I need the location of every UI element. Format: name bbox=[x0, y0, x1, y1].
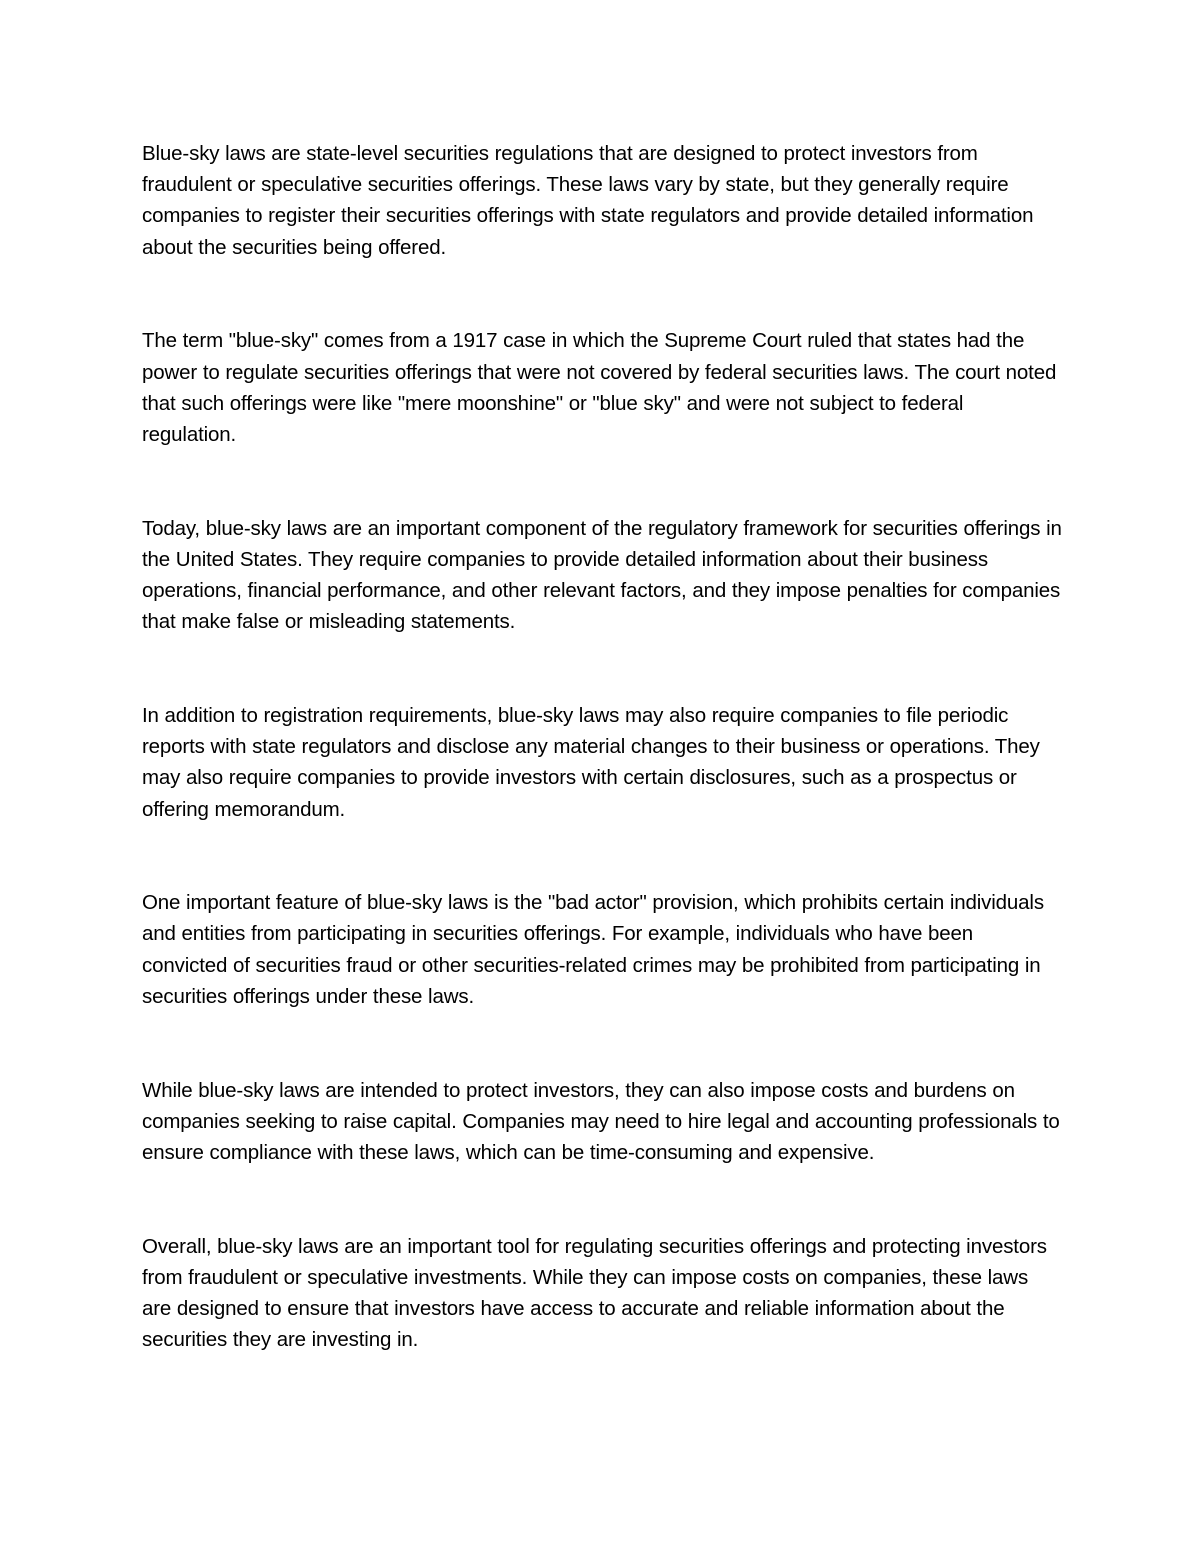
paragraph-3: Today, blue-sky laws are an important component of the regulatory framework for securities offerings in the United States. They require companies to provide detailed information about their business operations, financial performance, and other relevant factors, and they impose penalties for companies that make false or misleading statements. bbox=[142, 516, 1062, 634]
paragraph-5: One important feature of blue-sky laws is the "bad actor" provision, which prohibits certain individuals and entities from participating in securities offerings. For example, individuals who have been convicted of securities fraud or other securities-related crimes may be prohibited from participating in securities offerings under these laws. bbox=[142, 891, 1044, 1008]
paragraph-1: Blue-sky laws are state-level securities regulations that are designed to protect investors from fraudulent or speculative securities offerings. These laws vary by state, but they generally require companies to register their securities offerings with state regulators and provide detailed information about the securities being offered. bbox=[142, 142, 1034, 259]
paragraph-7: Overall, blue-sky laws are an important tool for regulating securities offerings and protecting investors from fraudulent or speculative investments. While they can impose costs on companies, these laws are designed to ensure that investors have access to accurate and reliable information about the securities they are investing in. bbox=[142, 1234, 1047, 1352]
paragraph-4: In addition to registration requirements, blue-sky laws may also require companies to file periodic reports with state regulators and disclose any material changes to their business or operations. They may also require companies to provide investors with certain disclosures, such as a prospectus or offering memorandum. bbox=[142, 703, 1040, 821]
paragraph-2: The term "blue-sky" comes from a 1917 case in which the Supreme Court ruled that states had the power to regulate securities offerings that were not covered by federal securities laws. The court noted that such offerings were like "mere moonshine" or "blue sky" and were not subject to federal regulation. bbox=[142, 329, 1057, 446]
paragraph-6: While blue-sky laws are intended to protect investors, they can also impose costs and burdens on companies seeking to raise capital. Companies may need to hire legal and accounting professionals to ensure compliance with these laws, which can be time-consuming and expensive. bbox=[142, 1078, 1060, 1164]
document-body bbox=[142, 138, 1062, 1418]
